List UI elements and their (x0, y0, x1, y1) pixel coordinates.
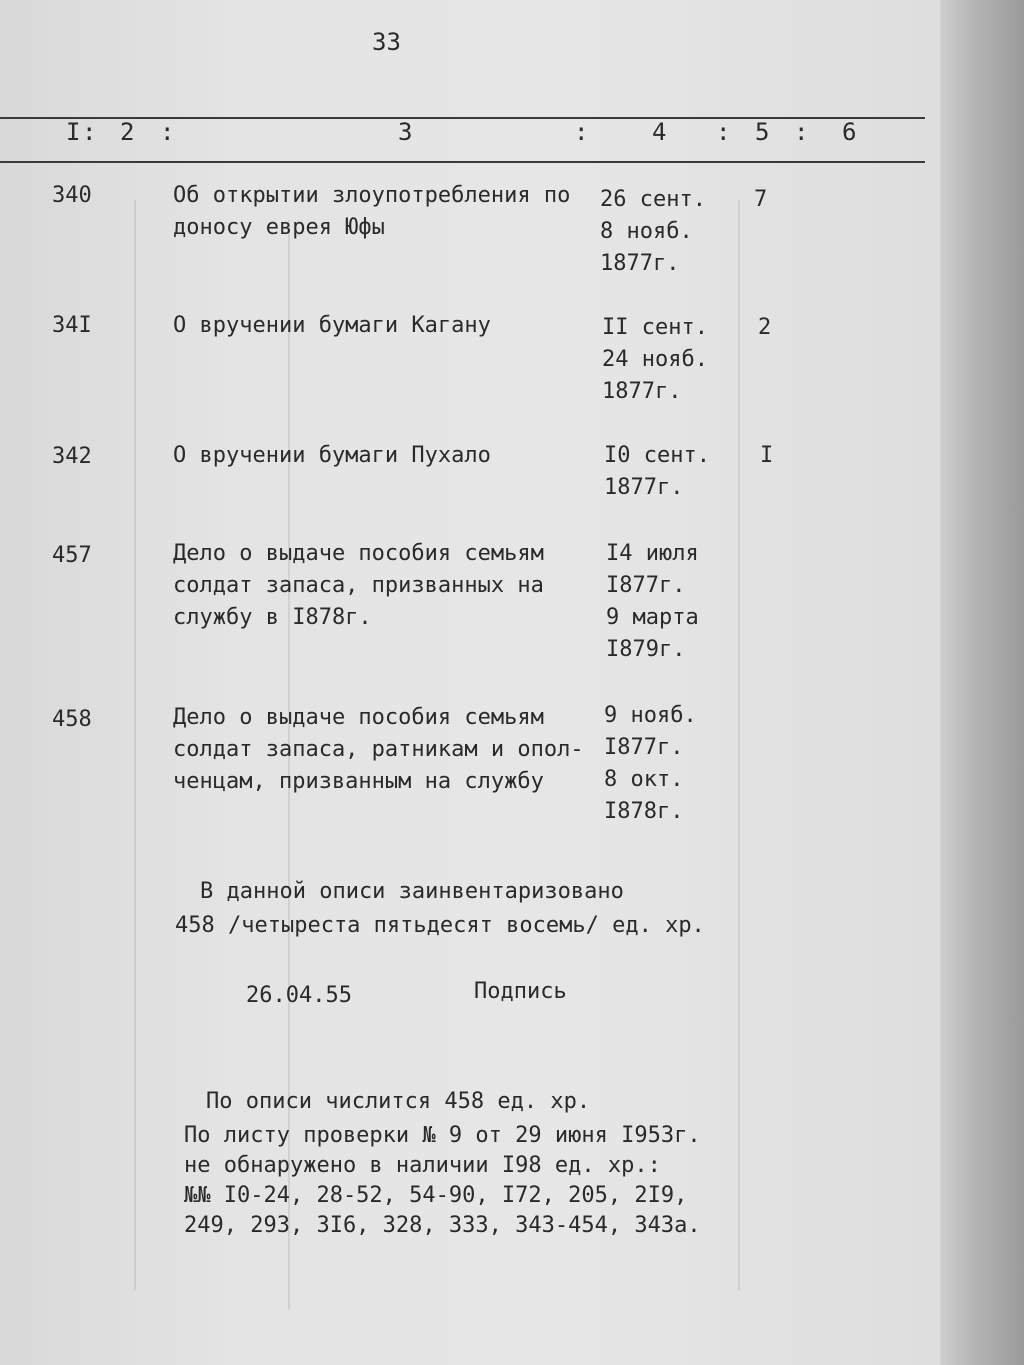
signature-label: Подпись (474, 979, 567, 1004)
header-sep: : (82, 118, 97, 146)
row-title-line: Дело о выдаче пособия семьям (173, 705, 544, 730)
row-title-line: ченцам, призванным на службу (173, 769, 544, 794)
header-bottom-rule (0, 161, 925, 163)
header-top-rule (0, 117, 925, 119)
note-line: 249, 293, 3I6, 328, 333, 343-454, 343а. (184, 1213, 701, 1238)
row-date-line: 26 сент. (600, 187, 706, 212)
header-col-3: 3 (398, 118, 413, 146)
row-sheet-count: 2 (758, 315, 772, 340)
page-number: 33 (372, 28, 401, 56)
header-col-5: 5 (755, 118, 770, 146)
row-number: 342 (52, 444, 92, 469)
row-date-line: 9 нояб. (604, 703, 697, 728)
note-line: не обнаружено в наличии I98 ед. хр.: (184, 1153, 661, 1178)
summary-line: 458 /четыреста пятьдесят восемь/ ед. хр. (175, 913, 705, 938)
row-title-line: службу в I878г. (173, 605, 372, 630)
row-title-line: доносу еврея Юфы (173, 215, 385, 240)
row-date-line: I0 сент. (604, 443, 710, 468)
row-title-line: солдат запаса, призванных на (173, 573, 544, 598)
note-line: По листу проверки № 9 от 29 июня I953г. (184, 1123, 701, 1148)
note-line: По описи числится 458 ед. хр. (206, 1089, 591, 1114)
row-date-line: 1877г. (604, 475, 684, 500)
header-sep: : (716, 118, 731, 146)
row-date-line: 9 марта (606, 605, 699, 630)
row-title-line: Об открытии злоупотребления по (173, 183, 571, 208)
row-date-line: II сент. (602, 315, 708, 340)
row-date-line: I878г. (604, 799, 684, 824)
header-sep: : (794, 118, 809, 146)
row-number: 457 (52, 543, 92, 568)
row-number: 340 (52, 183, 92, 208)
header-col-6: 6 (842, 118, 857, 146)
header-sep: : (574, 118, 589, 146)
row-number: 458 (52, 707, 92, 732)
row-title-line: О вручении бумаги Кагану (173, 313, 491, 338)
row-date-line: I4 июля (606, 541, 699, 566)
summary-line: В данной описи заинвентаризовано (200, 879, 624, 904)
row-sheet-count: 7 (754, 187, 768, 212)
row-sheet-count: I (760, 443, 774, 468)
header-sep: : (160, 118, 175, 146)
header-col-1: I (66, 118, 81, 146)
row-title-line: Дело о выдаче пособия семьям (173, 541, 544, 566)
note-line: №№ I0-24, 28-52, 54-90, I72, 205, 2I9, (184, 1183, 688, 1208)
document-date: 26.04.55 (246, 983, 352, 1008)
row-date-line: 8 нояб. (600, 219, 693, 244)
row-date-line: 8 окт. (604, 767, 684, 792)
row-date-line: I877г. (606, 573, 686, 598)
row-title-line: О вручении бумаги Пухало (173, 443, 491, 468)
row-date-line: I877г. (604, 735, 684, 760)
row-date-line: 1877г. (602, 379, 682, 404)
header-col-4: 4 (652, 118, 667, 146)
ghost-column-line (738, 200, 740, 1290)
row-date-line: 24 нояб. (602, 347, 708, 372)
page-edge-shadow (940, 0, 1024, 1365)
ghost-column-line (134, 200, 136, 1290)
header-col-2: 2 (120, 118, 135, 146)
row-date-line: 1877г. (600, 251, 680, 276)
row-number: 34I (52, 313, 92, 338)
row-title-line: солдат запаса, ратникам и опол- (173, 737, 584, 762)
row-date-line: I879г. (606, 637, 686, 662)
